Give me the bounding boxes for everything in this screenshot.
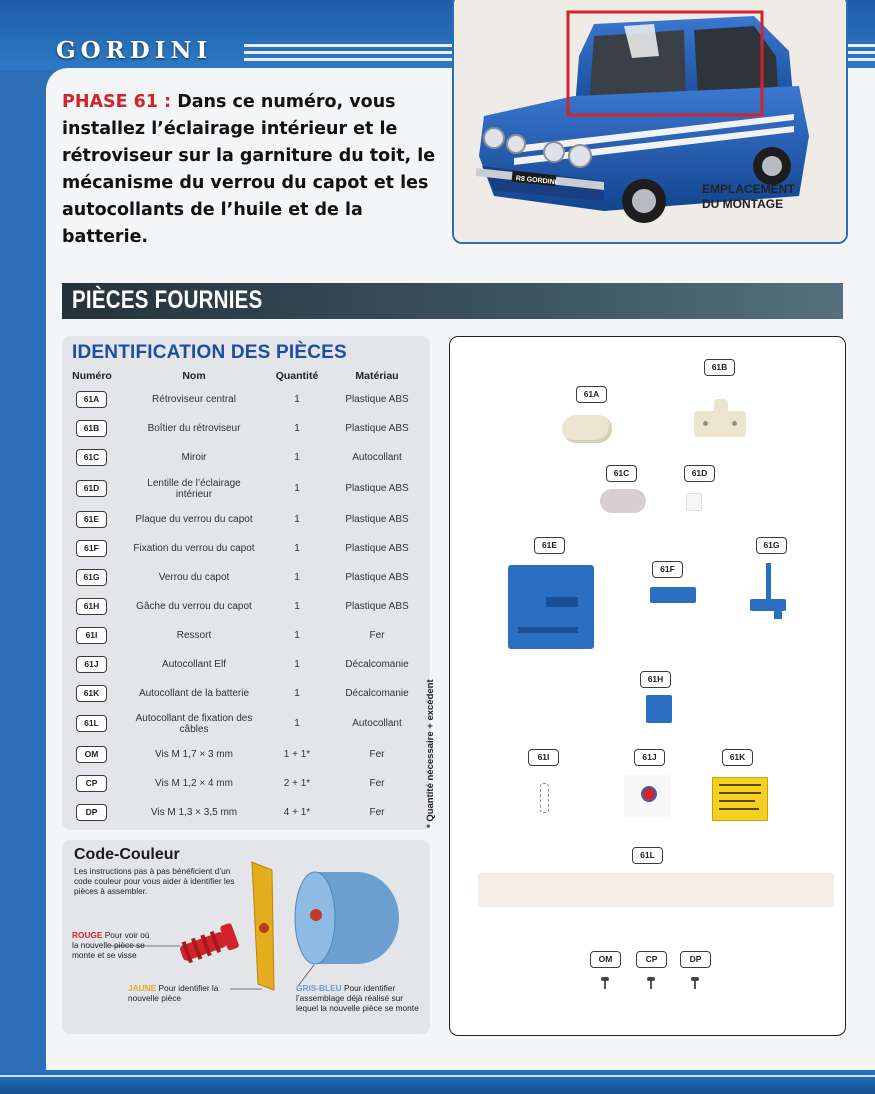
table-row: [62, 679, 430, 708]
mounting-location-label: [702, 182, 842, 212]
part-61A-mirror: [562, 415, 612, 443]
red-legend-text: Pour voir où la nouvelle pièce se monte et se visse: [72, 930, 150, 960]
part-quantity: 1: [294, 688, 300, 699]
part-quantity: 1: [294, 630, 300, 641]
part-quantity: 1: [294, 423, 300, 434]
part-code: 61I: [76, 627, 107, 644]
part-code: 61H: [76, 598, 107, 615]
table-row: [62, 534, 430, 563]
part-material: Plastique ABS: [345, 423, 409, 434]
part-61K-battery-sticker: [712, 777, 768, 821]
part-label-61B: 61B: [704, 359, 735, 376]
blue-legend-text: Pour identifier l’assemblage déjà réalisé sur lequel la nouvelle pièce se monte: [296, 983, 419, 1013]
part-61D-lens: [686, 493, 702, 511]
part-code: 61J: [76, 656, 107, 673]
part-name: Vis M 1,2 × 4 mm: [155, 778, 233, 789]
part-name: Miroir: [181, 452, 207, 463]
part-quantity: 1: [294, 659, 300, 670]
gordini-logo: GORDINI: [56, 37, 213, 64]
part-quantity: 2 + 1*: [283, 778, 311, 789]
red-legend-word: ROUGE: [72, 930, 103, 940]
part-name: Verrou du capot: [158, 572, 230, 583]
part-61F-lock-bracket: [650, 587, 696, 603]
header-stripe: [846, 44, 875, 47]
part-61L-cable-sticker: [478, 873, 834, 907]
part-material: Plastique ABS: [345, 543, 409, 554]
table-row: [62, 740, 430, 769]
yellow-legend-text: Pour identifier la nouvelle pièce: [128, 983, 219, 1003]
part-material: Plastique ABS: [345, 601, 409, 612]
part-label-61F: 61F: [652, 561, 683, 578]
part-name: Fixation du verrou du capot: [133, 543, 255, 554]
table-row: [62, 650, 430, 679]
part-label-61I: 61I: [528, 749, 559, 766]
part-label-61C: 61C: [606, 465, 637, 482]
part-label-CP: CP: [636, 951, 667, 968]
part-quantity: 1 + 1*: [283, 749, 311, 760]
bottom-stripe: [0, 1075, 875, 1077]
part-label-61E: 61E: [534, 537, 565, 554]
header-quantite: Quantité: [275, 370, 319, 382]
identification-title: IDENTIFICATION DES PIÈCES: [72, 342, 347, 363]
part-61H-lock-striker: [646, 695, 672, 723]
table-row: [62, 385, 430, 414]
part-quantity: 1: [294, 718, 300, 729]
red-legend: [72, 930, 152, 960]
color-code-title: Code-Couleur: [74, 846, 180, 863]
blue-part-hole: [310, 909, 322, 921]
license-plate-text: R8 GORDINI: [515, 175, 557, 187]
part-name: Autocollant de la batterie: [138, 688, 250, 699]
part-quantity: 1: [294, 572, 300, 583]
part-material: Autocollant: [352, 718, 402, 729]
table-row: [62, 592, 430, 621]
part-name: Autocollant Elf: [162, 659, 226, 670]
blue-legend-word: GRIS-BLEU: [296, 983, 342, 993]
part-material: Fer: [369, 749, 385, 760]
part-material: Décalcomanie: [345, 688, 409, 699]
part-code: 61A: [76, 391, 107, 408]
part-quantity: 1: [294, 452, 300, 463]
table-row: [62, 708, 430, 739]
part-label-61K: 61K: [722, 749, 753, 766]
yellow-legend: [128, 983, 232, 1003]
headlight: [569, 145, 591, 167]
headlight: [484, 128, 504, 148]
part-quantity: 1: [294, 601, 300, 612]
part-code: CP: [76, 775, 107, 792]
table-row: [62, 414, 430, 443]
screw-cp-icon: [647, 977, 655, 989]
header-stripe: [244, 51, 452, 54]
part-quantity: 1: [294, 483, 300, 494]
part-material: Fer: [369, 778, 385, 789]
yellow-part-hole: [259, 923, 269, 933]
header-nom: Nom: [182, 370, 206, 382]
part-name: Autocollant de fixation des câbles: [135, 712, 253, 735]
table-row: [62, 473, 430, 504]
section-header-bar: [62, 283, 843, 319]
part-label-61G: 61G: [756, 537, 787, 554]
wheel: [762, 156, 782, 176]
footnote-text: * Quantité nécessaire + excédent: [425, 679, 436, 828]
phase-text: Dans ce numéro, vous installez l’éclairage intérieur et le rétroviseur sur la garniture du toit, le mécanisme du verrou du capot et les autocollants de l’huile et de la batterie.: [62, 92, 436, 247]
part-name: Vis M 1,3 × 3,5 mm: [150, 807, 238, 818]
part-code: 61K: [76, 685, 107, 702]
part-material: Autocollant: [352, 452, 402, 463]
part-label-61H: 61H: [640, 671, 671, 688]
part-code: 61C: [76, 449, 107, 466]
part-name: Rétroviseur central: [152, 394, 236, 405]
part-quantity: 1: [294, 543, 300, 554]
part-code: OM: [76, 746, 107, 763]
phase-label: PHASE 61 :: [62, 92, 172, 112]
parts-photo-panel: [449, 336, 846, 1036]
part-name: Vis M 1,7 × 3 mm: [155, 749, 233, 760]
table-row: [62, 443, 430, 472]
part-quantity: 1: [294, 394, 300, 405]
section-title: PIÈCES FOURNIES: [72, 286, 263, 314]
header-stripe: [244, 44, 452, 47]
part-name: Lentille de l’éclairage intérieur: [147, 477, 241, 500]
headlight: [544, 142, 564, 162]
header-stripe: [846, 51, 875, 54]
color-code-panel: [62, 840, 430, 1034]
yellow-legend-word: JAUNE: [128, 983, 157, 993]
part-code: 61G: [76, 569, 107, 586]
part-label-61L: 61L: [632, 847, 663, 864]
part-material: Plastique ABS: [345, 394, 409, 405]
part-code: 61L: [76, 715, 107, 732]
part-quantity: 1: [294, 514, 300, 525]
quantity-footnote: [425, 679, 449, 838]
identification-panel: [62, 336, 430, 830]
part-name: Boîtier du rétroviseur: [147, 423, 241, 434]
table-row: [62, 769, 430, 798]
header-stripe: [846, 58, 875, 61]
part-code: 61E: [76, 511, 107, 528]
screw-om-icon: [601, 977, 609, 989]
part-quantity: 4 + 1*: [283, 807, 311, 818]
part-code: 61F: [76, 540, 107, 557]
blue-legend: [296, 983, 422, 1013]
part-label-DP: DP: [680, 951, 711, 968]
part-code: 61B: [76, 420, 107, 437]
part-material: Plastique ABS: [345, 572, 409, 583]
phase-description: [62, 89, 452, 251]
part-name: Plaque du verrou du capot: [135, 514, 253, 525]
part-code: 61D: [76, 480, 107, 497]
table-row: [62, 798, 430, 827]
wheel: [632, 189, 656, 213]
part-61E-hood-lock-plate: [508, 565, 594, 649]
screw-dp-icon: [691, 977, 699, 989]
part-61J-elf-sticker: [624, 775, 670, 817]
table-row: [62, 621, 430, 650]
part-name: Gâche du verrou du capot: [136, 601, 252, 612]
part-code: DP: [76, 804, 107, 821]
header-numero: Numéro: [72, 370, 112, 382]
part-label-OM: OM: [590, 951, 621, 968]
red-screw-shape: [177, 923, 239, 967]
part-material: Plastique ABS: [345, 514, 409, 525]
part-material: Fer: [369, 807, 385, 818]
part-material: Plastique ABS: [345, 483, 409, 494]
part-61G-hood-lock: [750, 563, 786, 619]
part-61C-mirror-sticker: [600, 489, 646, 513]
table-row: [62, 505, 430, 534]
header-stripe: [244, 58, 452, 61]
mounting-label-line2: DU MONTAGE: [702, 197, 784, 211]
part-label-61D: 61D: [684, 465, 715, 482]
table-row: [62, 563, 430, 592]
headlight: [507, 135, 525, 153]
car-mounting-image: [452, 0, 848, 244]
part-label-61A: 61A: [576, 386, 607, 403]
part-material: Fer: [369, 630, 385, 641]
part-61B-mirror-housing: [694, 399, 746, 437]
part-material: Décalcomanie: [345, 659, 409, 670]
mounting-label-line1: EMPLACEMENT: [702, 182, 795, 196]
part-61I-spring: [540, 783, 549, 813]
color-code-intro: Les instructions pas à pas bénéficient d’un code couleur pour vous aider à identifier les pièces à assembler.: [74, 866, 235, 896]
part-name: Ressort: [176, 630, 212, 641]
part-label-61J: 61J: [634, 749, 665, 766]
header-materiau: Matériau: [355, 370, 399, 382]
